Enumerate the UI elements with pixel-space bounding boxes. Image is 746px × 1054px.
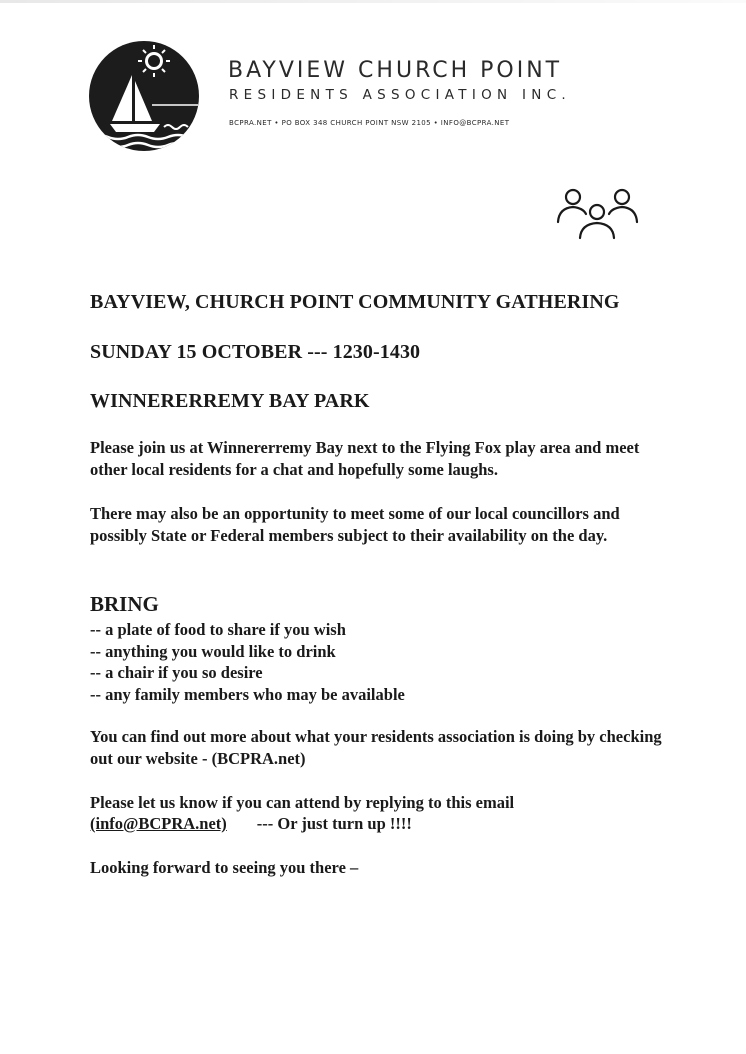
event-date: SUNDAY 15 OCTOBER --- 1230-1430 [90,341,421,363]
event-title: BAYVIEW, CHURCH POINT COMMUNITY GATHERING [90,291,620,313]
org-contact-line: BCPRA.NET • PO BOX 348 CHURCH POINT NSW 2105 • INFO@BCPRA.NET [229,119,510,127]
turn-up-note: --- Or just turn up !!!! [256,814,412,833]
intro-paragraph: Please join us at Winnererremy Bay next to the Flying Fox play area and meet other local residents for a chat and hopefully some laughs. [90,438,640,479]
closing-line: Looking forward to seeing you there – [90,858,359,877]
bring-list [90,619,405,705]
bring-heading: BRING [90,592,159,616]
list-item: -- a chair if you so desire [90,663,263,683]
scan-edge [0,0,746,3]
event-location: WINNERERREMY BAY PARK [90,390,370,412]
rsvp-paragraph: Please let us know if you can attend by replying to this email [90,793,515,812]
org-name: BAYVIEW CHURCH POINT [228,58,563,83]
list-item: -- anything you would like to drink [90,641,336,661]
website-paragraph: You can find out more about what your residents association is doing by checking out our website - (BCPRA.net) [90,727,662,768]
org-subtitle: RESIDENTS ASSOCIATION INC. [229,87,572,103]
councillors-paragraph: There may also be an opportunity to meet some of our local councillors and possibly State or Federal members subject to their availability on the day. [90,504,620,545]
people-group-icon [553,186,643,244]
list-item: -- any family members who may be available [90,684,405,704]
list-item: -- a plate of food to share if you wish [90,620,346,639]
email-line [90,814,412,834]
sailboat-sun-logo-icon [88,39,200,153]
association-logo [88,39,200,153]
email-link[interactable]: (info@BCPRA.net) [90,814,227,833]
